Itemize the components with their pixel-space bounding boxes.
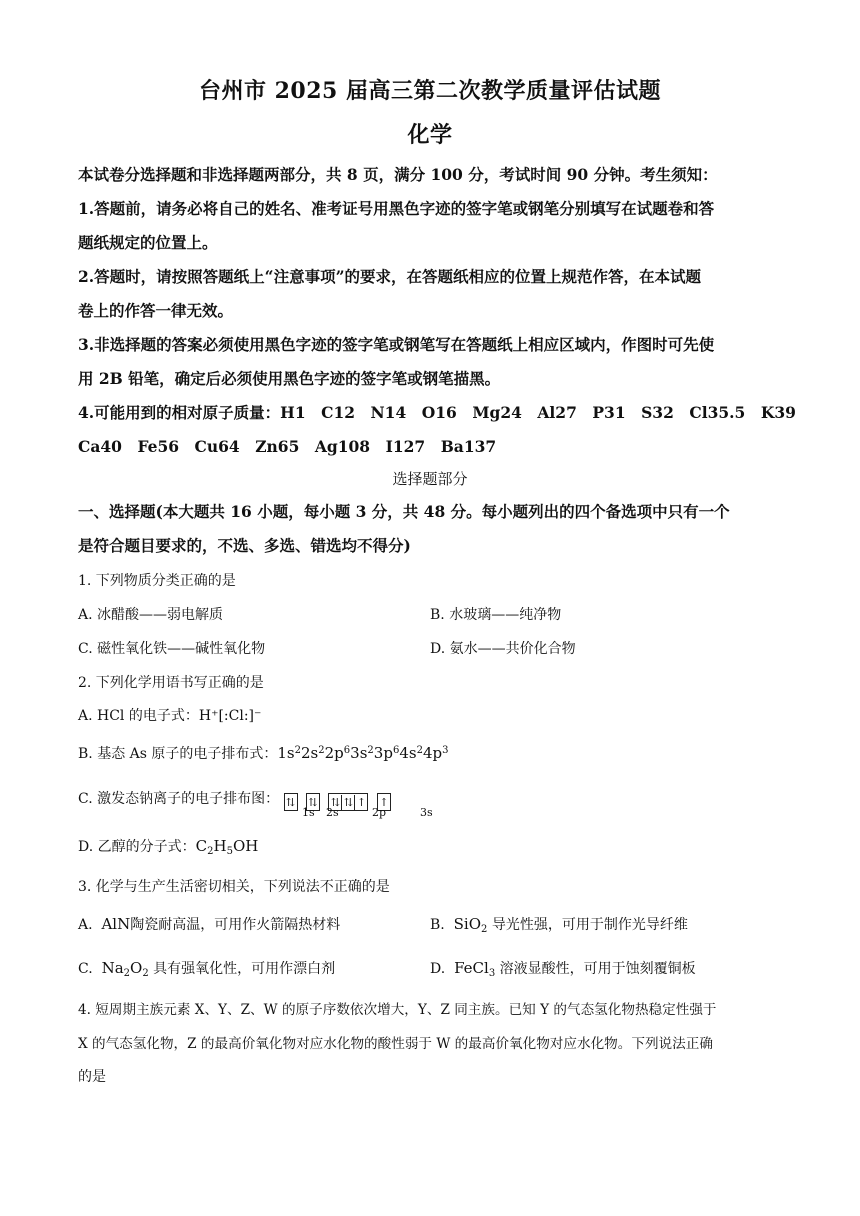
question-1-option-c: C. 磁性氧化铁——碱性氧化物 bbox=[78, 641, 266, 657]
question-2-stem: 2. 下列化学用语书写正确的是 bbox=[78, 675, 264, 691]
question-3-stem: 3. 化学与生产生活密切相关，下列说法不正确的是 bbox=[78, 879, 390, 895]
up-arrow-icon: ↑ bbox=[379, 796, 389, 809]
aln-formula: AlN bbox=[101, 915, 131, 933]
question-2-option-b bbox=[78, 743, 448, 763]
subject-title: 化学 bbox=[407, 122, 453, 148]
fecl3-formula: FeCl$_3$ bbox=[454, 959, 496, 979]
na2o2-formula: $Na_2O_2$ bbox=[101, 959, 149, 979]
question-2-option-a bbox=[78, 705, 261, 725]
exam-title: 台州市 2025 届高三第二次教学质量评估试题 bbox=[198, 78, 662, 104]
instruction-4-line-1: 4.可能用到的相对原子质量：H1 C12 N14 O16 Mg24 Al27 P31 S32 Cl35.5 K39 bbox=[78, 403, 796, 422]
question-1-option-b: B. 水玻璃——纯净物 bbox=[430, 607, 562, 623]
up-down-arrow-icon: ⇅ bbox=[329, 795, 342, 811]
question-3-option-b-text: 导光性强，可用于制作光导纤维 bbox=[491, 917, 688, 933]
question-2-option-a-label: A. HCl 的电子式： bbox=[78, 708, 199, 724]
as-electron-configuration: $1s^22s^22p^63s^23p^64s^24p^3$ bbox=[277, 744, 449, 762]
orbital-diagram bbox=[284, 791, 395, 807]
question-4-line-1: 4. 短周期主族元素 X、Y、Z、W 的原子序数依次增大，Y、Z 同主族。已知 Y 的气态氢化物热稳定性强于 bbox=[78, 1002, 717, 1018]
orbital-label-1s: 1s bbox=[302, 806, 315, 819]
question-4-line-3: 的是 bbox=[78, 1069, 106, 1085]
instruction-4-line-2: Ca40 Fe56 Cu64 Zn65 Ag108 I127 Ba137 bbox=[78, 437, 497, 456]
instruction-1-line-1: 1.答题前，请务必将自己的姓名、准考证号用黑色字迹的签字笔或钢笔分别填写在试题卷和答 bbox=[78, 199, 715, 218]
question-3-option-b: B. SiO$_2$ 导光性强，可用于制作光导纤维 bbox=[430, 915, 688, 935]
question-2-option-d bbox=[78, 836, 258, 857]
question-3-option-a-text: 陶瓷耐高温，可用作火箭隔热材料 bbox=[130, 917, 341, 933]
ethanol-formula: $C_2H_5OH$ bbox=[195, 837, 259, 857]
question-1-stem: 1. 下列物质分类正确的是 bbox=[78, 573, 236, 589]
question-1-option-d: D. 氨水——共价化合物 bbox=[430, 641, 576, 657]
instruction-2-line-2: 卷上的作答一律无效。 bbox=[78, 301, 234, 320]
orbital-label-2p: 2p bbox=[372, 806, 387, 819]
question-3-option-c-text: 具有强氧化性，可用作漂白剂 bbox=[153, 961, 336, 977]
question-1-option-a: A. 冰醋酸——弱电解质 bbox=[78, 607, 224, 623]
instructions-intro: 本试卷分选择题和非选择题两部分，共 8 页，满分 100 分，考试时间 90 分钟。考生须知： bbox=[78, 165, 718, 184]
section-title: 选择题部分 bbox=[392, 470, 468, 488]
question-2-option-c bbox=[78, 788, 395, 811]
question-3-option-a: A. AlN陶瓷耐高温，可用作火箭隔热材料 bbox=[78, 915, 341, 933]
up-arrow-icon: ↑ bbox=[356, 796, 367, 809]
orbital-label-2s: 2s bbox=[326, 806, 339, 819]
question-2-option-d-label: D. 乙醇的分子式： bbox=[78, 839, 196, 855]
up-down-arrow-icon: ⇅ bbox=[285, 796, 296, 809]
hcl-electron-formula: H⁺[:Cl:]⁻ bbox=[198, 708, 262, 724]
orbital-1s-box bbox=[284, 793, 298, 811]
orbital-label-3s: 3s bbox=[420, 806, 433, 819]
question-2-option-c-label: C. 激发态钠离子的电子排布图： bbox=[78, 791, 280, 807]
instruction-2-line-1: 2.答题时，请按照答题纸上“注意事项”的要求，在答题纸相应的位置上规范作答，在本试题 bbox=[78, 267, 702, 286]
question-3-option-c: C. $Na_2O_2$ 具有强氧化性，可用作漂白剂 bbox=[78, 959, 336, 979]
question-4-line-2: X 的气态氢化物，Z 的最高价氧化物对应水化物的酸性弱于 W 的最高价氧化物对应水化物。下列说法正确 bbox=[78, 1036, 713, 1052]
section-heading-line-1: 一、选择题(本大题共 16 小题，每小题 3 分，共 48 分。每小题列出的四个备选项中只有一个 bbox=[78, 502, 730, 521]
question-3-option-d: D. FeCl$_3$ 溶液显酸性，可用于蚀刻覆铜板 bbox=[430, 959, 696, 979]
instruction-3-line-2: 用 2B 铅笔，确定后必须使用黑色字迹的签字笔或钢笔描黑。 bbox=[78, 369, 501, 388]
question-2-option-b-label: B. 基态 As 原子的电子排布式： bbox=[78, 746, 278, 762]
up-down-arrow-icon: ⇅ bbox=[308, 796, 318, 809]
section-heading-line-2: 是符合题目要求的，不选、多选、错选均不得分) bbox=[78, 536, 411, 555]
instruction-1-line-2: 题纸规定的位置上。 bbox=[78, 233, 218, 252]
sio2-formula: SiO$_2$ bbox=[453, 915, 488, 935]
up-down-arrow-icon: ⇅ bbox=[342, 795, 355, 811]
instruction-3-line-1: 3.非选择题的答案必须使用黑色字迹的签字笔或钢笔写在答题纸上相应区域内，作图时可先使 bbox=[78, 335, 715, 354]
question-3-option-d-text: 溶液显酸性，可用于蚀刻覆铜板 bbox=[499, 961, 696, 977]
